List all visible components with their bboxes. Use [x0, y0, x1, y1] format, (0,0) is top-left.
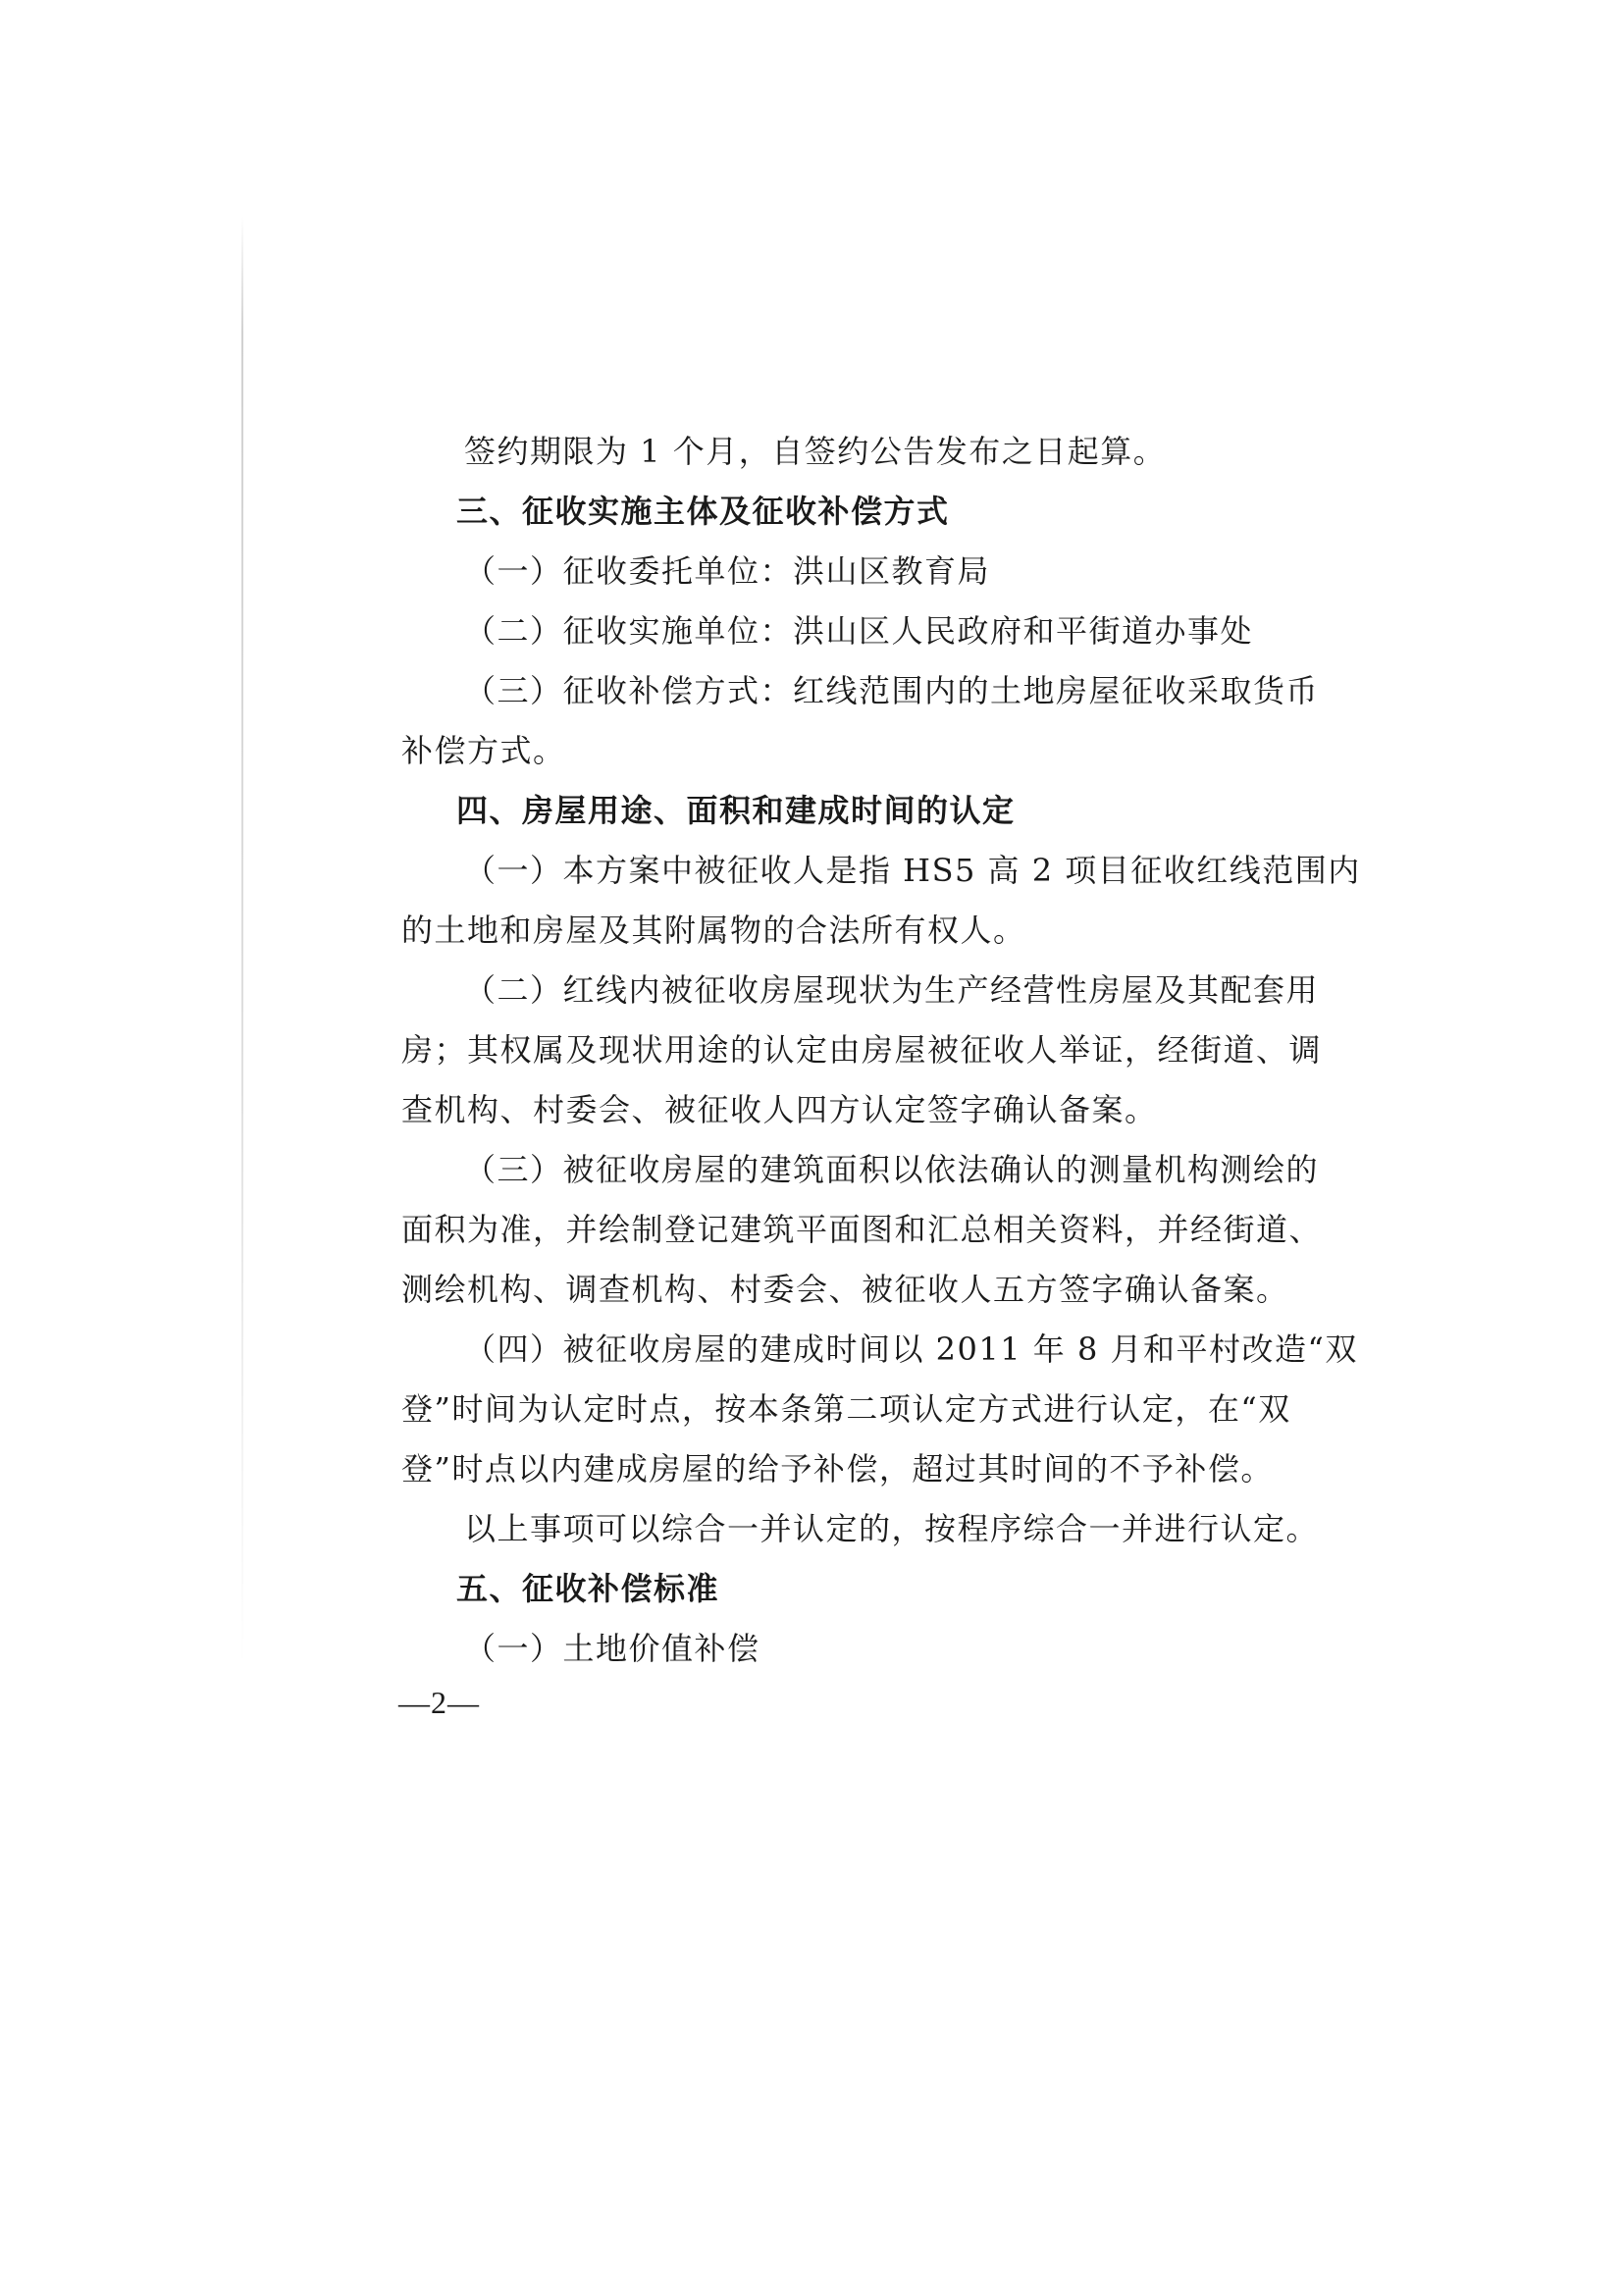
document-body [401, 422, 1361, 1679]
line-19: 以上事项可以综合一并认定的，按程序综合一并进行认定。 [464, 1510, 1320, 1547]
line-10: （二）红线内被征收房屋现状为生产经营性房屋及其配套用 [464, 971, 1320, 1009]
page-number: —2— [398, 1685, 480, 1720]
line-11: 房；其权属及现状用途的认定由房屋被征收人举证，经街道、调 [401, 1031, 1323, 1069]
line-8: （一）本方案中被征收人是指 HS5 高 2 项目征收红线范围内 [464, 852, 1361, 889]
line-17: 登”时间为认定时点，按本条第二项认定方式进行认定，在“双 [401, 1390, 1291, 1428]
line-13: （三）被征收房屋的建筑面积以依法确认的测量机构测绘的 [464, 1151, 1320, 1188]
section-heading-4: 四、房屋用途、面积和建成时间的认定 [456, 792, 1016, 829]
line-16: （四）被征收房屋的建成时间以 2011 年 8 月和平村改造“双 [464, 1331, 1358, 1368]
line-5: （三）征收补偿方式：红线范围内的土地房屋征收采取货币 [464, 672, 1320, 709]
line-1: 签约期限为 1 个月，自签约公告发布之日起算。 [464, 433, 1167, 470]
line-9: 的土地和房屋及其附属物的合法所有权人。 [401, 912, 1026, 949]
line-4: （二）征收实施单位：洪山区人民政府和平街道办事处 [464, 612, 1254, 650]
line-3: （一）征收委托单位：洪山区教育局 [464, 552, 991, 590]
line-18: 登”时点以内建成房屋的给予补偿，超过其时间的不予补偿。 [401, 1450, 1274, 1487]
line-15: 测绘机构、调查机构、村委会、被征收人五方签字确认备案。 [401, 1271, 1289, 1308]
line-12: 查机构、村委会、被征收人四方认定签字确认备案。 [401, 1091, 1158, 1128]
binding-margin-line [241, 216, 243, 1668]
line-21: （一）土地价值补偿 [464, 1630, 760, 1667]
line-6: 补偿方式。 [401, 732, 566, 769]
section-heading-5: 五、征收补偿标准 [456, 1570, 720, 1607]
line-14: 面积为准，并绘制登记建筑平面图和汇总相关资料，并经街道、 [401, 1211, 1323, 1248]
section-heading-3: 三、征收实施主体及征收补偿方式 [456, 493, 950, 530]
